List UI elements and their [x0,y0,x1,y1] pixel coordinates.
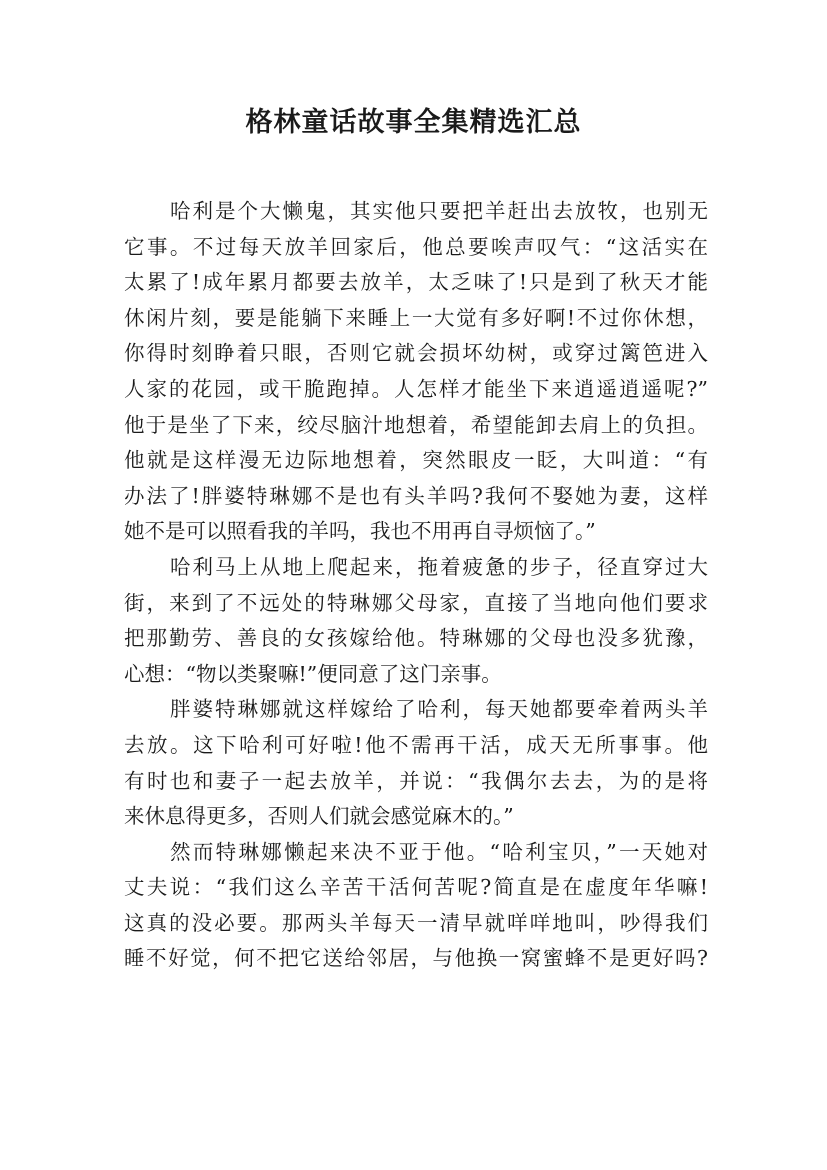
text-line: 心想：“物以类聚嘛!”便同意了这门亲事。 [124,661,502,686]
text-line: 去放。这下哈利可好啦!他不需再干活，成天无所事事。他 [124,732,708,757]
text-line: 你得时刻睁着只眼，否则它就会损坏幼树，或穿过篱笆进入 [124,341,708,366]
text-line: 把那勤劳、善良的女孩嫁给他。特琳娜的父母也没多犹豫， [124,626,708,651]
text-line: 有时也和妻子一起去放羊，并说：“我偶尔去去，为的是将 [124,768,708,793]
text-line: 人家的花园，或干脆跑掉。人怎样才能坐下来逍遥逍遥呢?” [124,376,708,401]
paragraph-1 [124,194,708,550]
text-line: 办法了!胖婆特琳娜不是也有头羊吗?我何不娶她为妻，这样 [124,483,708,508]
text-line: 太累了!成年累月都要去放羊，太乏味了!只是到了秋天才能 [124,270,708,295]
text-line: 他于是坐了下来，绞尽脑汁地想着，希望能卸去肩上的负担。 [124,412,708,437]
paragraph-2 [124,550,708,692]
text-line: 丈夫说：“我们这么辛苦干活何苦呢?简直是在虚度年华嘛! [124,875,708,900]
text-line: 休闲片刻，要是能躺下来睡上一大觉有多好啊!不过你休想， [124,305,708,330]
text-line: 他就是这样漫无边际地想着，突然眼皮一眨，大叫道：“有 [124,448,708,473]
paragraph-4 [124,835,708,977]
document-title: 格林童话故事全集精选汇总 [245,107,582,138]
paragraph-3 [124,692,708,834]
text-line: 哈利是个大懒鬼，其实他只要把羊赶出去放牧，也别无 [170,199,708,223]
text-line: 这真的没必要。那两头羊每天一清早就咩咩地叫，吵得我们 [124,910,708,935]
text-line: 来休息得更多，否则人们就会感觉麻木的。” [124,804,514,829]
text-line: 街，来到了不远处的特琳娜父母家，直接了当地向他们要求 [124,590,708,615]
text-line: 胖婆特琳娜就这样嫁给了哈利，每天她都要牵着两头羊 [170,697,708,722]
text-line: 它事。不过每天放羊回家后，他总要唉声叹气：“这活实在 [124,234,708,259]
text-line: 睡不好觉，何不把它送给邻居，与他换一窝蜜蜂不是更好吗? [124,946,708,971]
document-body [124,194,708,977]
text-line: 然而特琳娜懒起来决不亚于他。“哈利宝贝，”一天她对 [170,839,708,864]
text-line: 哈利马上从地上爬起来，拖着疲惫的步子，径直穿过大 [170,554,708,579]
text-line: 她不是可以照看我的羊吗，我也不用再自寻烦恼了。” [124,519,596,544]
